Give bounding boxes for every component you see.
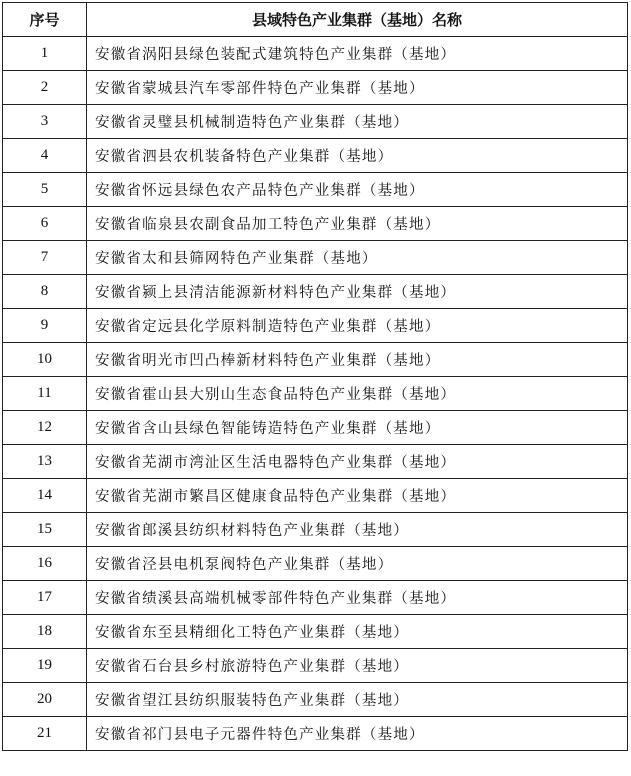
cluster-name: 安徽省含山县绿色智能铸造特色产业集群（基地） [87, 411, 628, 445]
row-index: 20 [3, 683, 87, 717]
cluster-name: 安徽省涡阳县绿色装配式建筑特色产业集群（基地） [87, 37, 628, 71]
cluster-name: 安徽省芜湖市湾沚区生活电器特色产业集群（基地） [87, 445, 628, 479]
cluster-name: 安徽省蒙城县汽车零部件特色产业集群（基地） [87, 71, 628, 105]
table-row [3, 445, 628, 479]
table-row [3, 139, 628, 173]
table-row [3, 377, 628, 411]
table-row [3, 649, 628, 683]
table-row [3, 343, 628, 377]
row-index: 15 [3, 513, 87, 547]
cluster-name: 安徽省望江县纺织服装特色产业集群（基地） [87, 683, 628, 717]
cluster-name: 安徽省东至县精细化工特色产业集群（基地） [87, 615, 628, 649]
table-row [3, 717, 628, 751]
row-index: 16 [3, 547, 87, 581]
header-row [3, 3, 628, 37]
table-row [3, 547, 628, 581]
row-index: 3 [3, 105, 87, 139]
cluster-name: 安徽省太和县筛网特色产业集群（基地） [87, 241, 628, 275]
row-index: 9 [3, 309, 87, 343]
cluster-name: 安徽省芜湖市繁昌区健康食品特色产业集群（基地） [87, 479, 628, 513]
header-index: 序号 [3, 3, 87, 37]
table-row [3, 241, 628, 275]
cluster-name: 安徽省绩溪县高端机械零部件特色产业集群（基地） [87, 581, 628, 615]
table-row [3, 683, 628, 717]
table-row [3, 581, 628, 615]
table-row [3, 513, 628, 547]
header-name: 县域特色产业集群（基地）名称 [87, 3, 628, 37]
cluster-name: 安徽省祁门县电子元器件特色产业集群（基地） [87, 717, 628, 751]
row-index: 10 [3, 343, 87, 377]
cluster-name: 安徽省定远县化学原料制造特色产业集群（基地） [87, 309, 628, 343]
table-body [3, 37, 628, 751]
cluster-table [2, 2, 628, 751]
row-index: 18 [3, 615, 87, 649]
row-index: 6 [3, 207, 87, 241]
cluster-name: 安徽省明光市凹凸棒新材料特色产业集群（基地） [87, 343, 628, 377]
table-row [3, 173, 628, 207]
cluster-name: 安徽省颍上县清洁能源新材料特色产业集群（基地） [87, 275, 628, 309]
row-index: 2 [3, 71, 87, 105]
table-row [3, 207, 628, 241]
row-index: 1 [3, 37, 87, 71]
row-index: 4 [3, 139, 87, 173]
table-row [3, 309, 628, 343]
row-index: 11 [3, 377, 87, 411]
cluster-name: 安徽省泾县电机泵阀特色产业集群（基地） [87, 547, 628, 581]
row-index: 5 [3, 173, 87, 207]
cluster-name: 安徽省霍山县大别山生态食品特色产业集群（基地） [87, 377, 628, 411]
row-index: 13 [3, 445, 87, 479]
cluster-name: 安徽省灵璧县机械制造特色产业集群（基地） [87, 105, 628, 139]
table-row [3, 105, 628, 139]
cluster-name: 安徽省郎溪县纺织材料特色产业集群（基地） [87, 513, 628, 547]
table-row [3, 411, 628, 445]
table-row [3, 37, 628, 71]
row-index: 19 [3, 649, 87, 683]
row-index: 8 [3, 275, 87, 309]
row-index: 14 [3, 479, 87, 513]
row-index: 21 [3, 717, 87, 751]
table-row [3, 275, 628, 309]
table-row [3, 479, 628, 513]
table-row [3, 615, 628, 649]
cluster-name: 安徽省怀远县绿色农产品特色产业集群（基地） [87, 173, 628, 207]
cluster-name: 安徽省泗县农机装备特色产业集群（基地） [87, 139, 628, 173]
row-index: 17 [3, 581, 87, 615]
cluster-name: 安徽省石台县乡村旅游特色产业集群（基地） [87, 649, 628, 683]
cluster-name: 安徽省临泉县农副食品加工特色产业集群（基地） [87, 207, 628, 241]
row-index: 12 [3, 411, 87, 445]
table-row [3, 71, 628, 105]
row-index: 7 [3, 241, 87, 275]
